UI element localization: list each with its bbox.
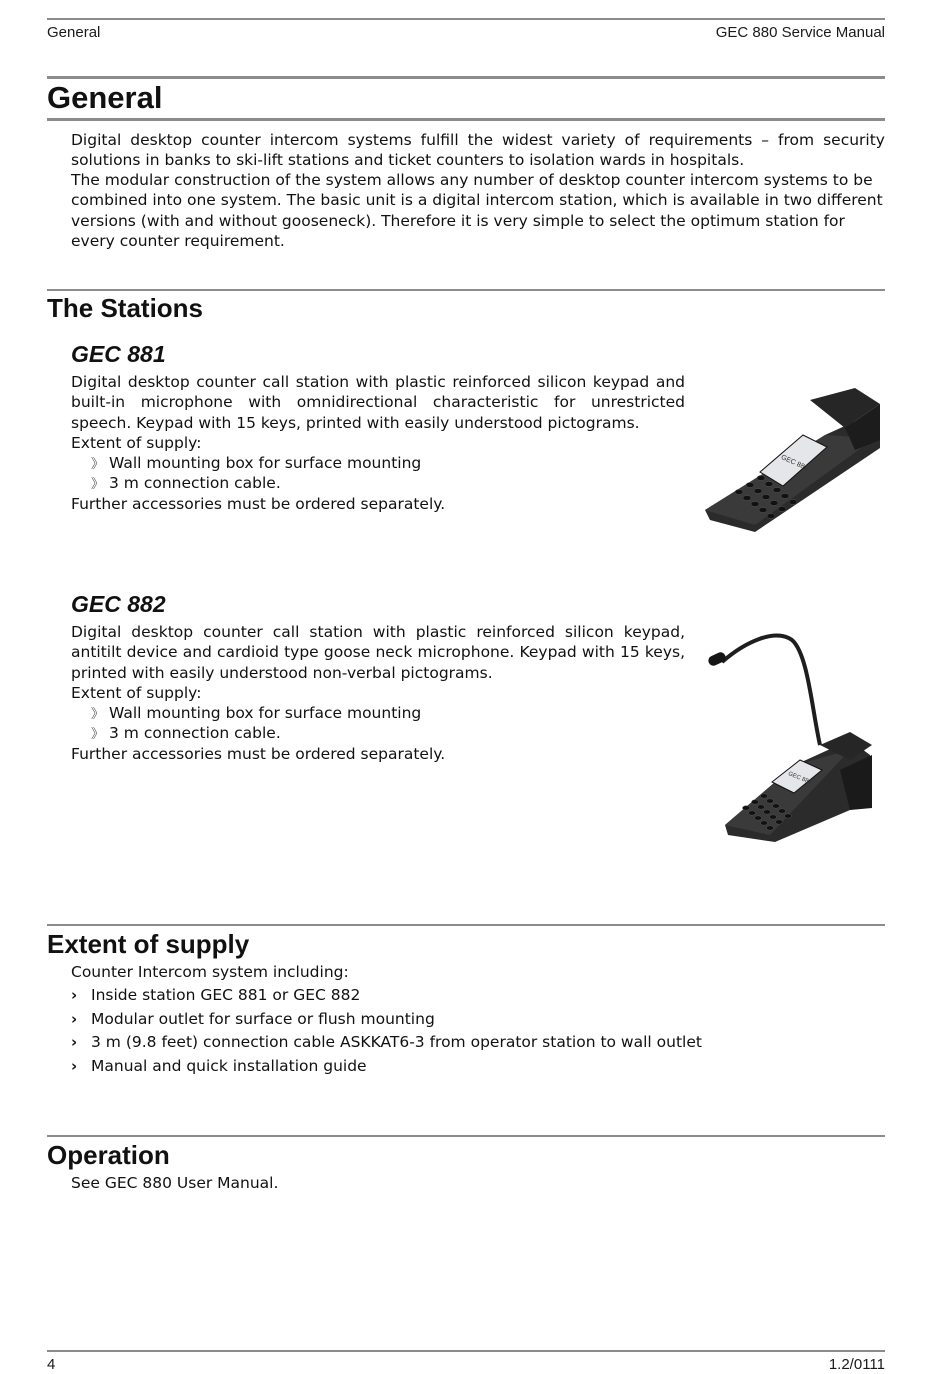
arrow-icon: 》 [91, 477, 105, 492]
stations-heading: The Stations [47, 293, 204, 323]
page-number: 4 [47, 1356, 56, 1373]
general-paragraph-2-text: The modular construction of the system allows any number of desktop counter intercom systems to be combined into one system. The basic unit is a digital intercom station, which is available in two different versions (with and without gooseneck). Therefore it is very simple to select the optimum station for every counter requirement. [71, 171, 883, 251]
extent-list-item-text: 3 m (9.8 feet) connection cable ASKKAT6-3 from operator station to wall outlet [91, 1033, 702, 1051]
gec882-extent-label: Extent of supply: [71, 684, 202, 702]
extent-list-item [71, 1010, 435, 1028]
header-manual-title: GEC 880 Service Manual [715, 24, 885, 41]
operation-text: See GEC 880 User Manual. [71, 1174, 279, 1192]
gec882-footer-note: Further accessories must be ordered separately. [71, 745, 446, 763]
gec882-supply-item [91, 703, 421, 722]
document-version: 1.2/0111 [828, 1356, 885, 1373]
gec881-extent-label: Extent of supply: [71, 434, 202, 452]
header-section-name: General [47, 24, 101, 41]
extent-heading: Extent of supply [47, 929, 250, 959]
gec882-supply-item [91, 723, 281, 742]
general-heading: General [47, 80, 163, 115]
general-paragraph-2 [71, 170, 885, 252]
general-bottom-rule [47, 118, 885, 121]
gec882-heading: GEC 882 [71, 591, 166, 617]
chevron-right-icon: › [71, 986, 78, 1004]
gec881-supply-item [91, 453, 421, 472]
gec882-supply-item-text: 3 m connection cable. [109, 724, 281, 742]
gec881-device-image [695, 380, 890, 540]
general-paragraph-1: Digital desktop counter intercom systems fulfill the widest variety of requirements – from security solutions in banks to ski-lift stations and ticket counters to isolation wards in hospitals. [71, 131, 885, 170]
header-top-rule [47, 18, 885, 20]
arrow-icon: 》 [91, 727, 105, 742]
extent-list-item-text: Inside station GEC 881 or GEC 882 [91, 986, 361, 1004]
extent-rule [47, 924, 885, 926]
arrow-icon: 》 [91, 457, 105, 472]
stations-rule [47, 289, 885, 291]
chevron-right-icon: › [71, 1010, 78, 1028]
gec881-supply-item [91, 473, 281, 492]
extent-list-item [71, 1057, 367, 1075]
extent-list-item-text: Modular outlet for surface or flush mounting [91, 1010, 435, 1028]
gec882-device-label: GEC 882 [787, 771, 813, 786]
operation-rule [47, 1135, 885, 1137]
chevron-right-icon: › [71, 1057, 78, 1075]
gec882-description: Digital desktop counter call station with plastic reinforced silicon keypad, antitilt device and cardioid type goose neck microphone. Keypad with 15 keys, printed with easily understood non-verbal pictograms. [71, 623, 685, 682]
operation-heading: Operation [47, 1140, 170, 1170]
extent-list-item [71, 986, 360, 1004]
gec882-device-image [700, 620, 885, 845]
gec881-supply-item-text: Wall mounting box for surface mounting [109, 454, 422, 472]
chevron-right-icon: › [71, 1033, 78, 1051]
general-top-rule [47, 76, 885, 79]
gec881-device-label: GEC 881 [779, 454, 809, 473]
gec881-supply-item-text: 3 m connection cable. [109, 474, 281, 492]
gec881-heading: GEC 881 [71, 341, 166, 367]
gec881-description: Digital desktop counter call station with plastic reinforced silicon keypad and built-in microphone with omnidirectional characteristic for unrestricted speech. Keypad with 15 keys, printed with easily understood pictograms. [71, 373, 685, 432]
extent-list-item-text: Manual and quick installation guide [91, 1057, 367, 1075]
footer-rule [47, 1350, 885, 1352]
gec881-footer-note: Further accessories must be ordered separately. [71, 495, 446, 513]
arrow-icon: 》 [91, 707, 105, 722]
extent-intro: Counter Intercom system including: [71, 963, 349, 981]
gec882-supply-item-text: Wall mounting box for surface mounting [109, 704, 422, 722]
extent-list-item [71, 1033, 702, 1051]
